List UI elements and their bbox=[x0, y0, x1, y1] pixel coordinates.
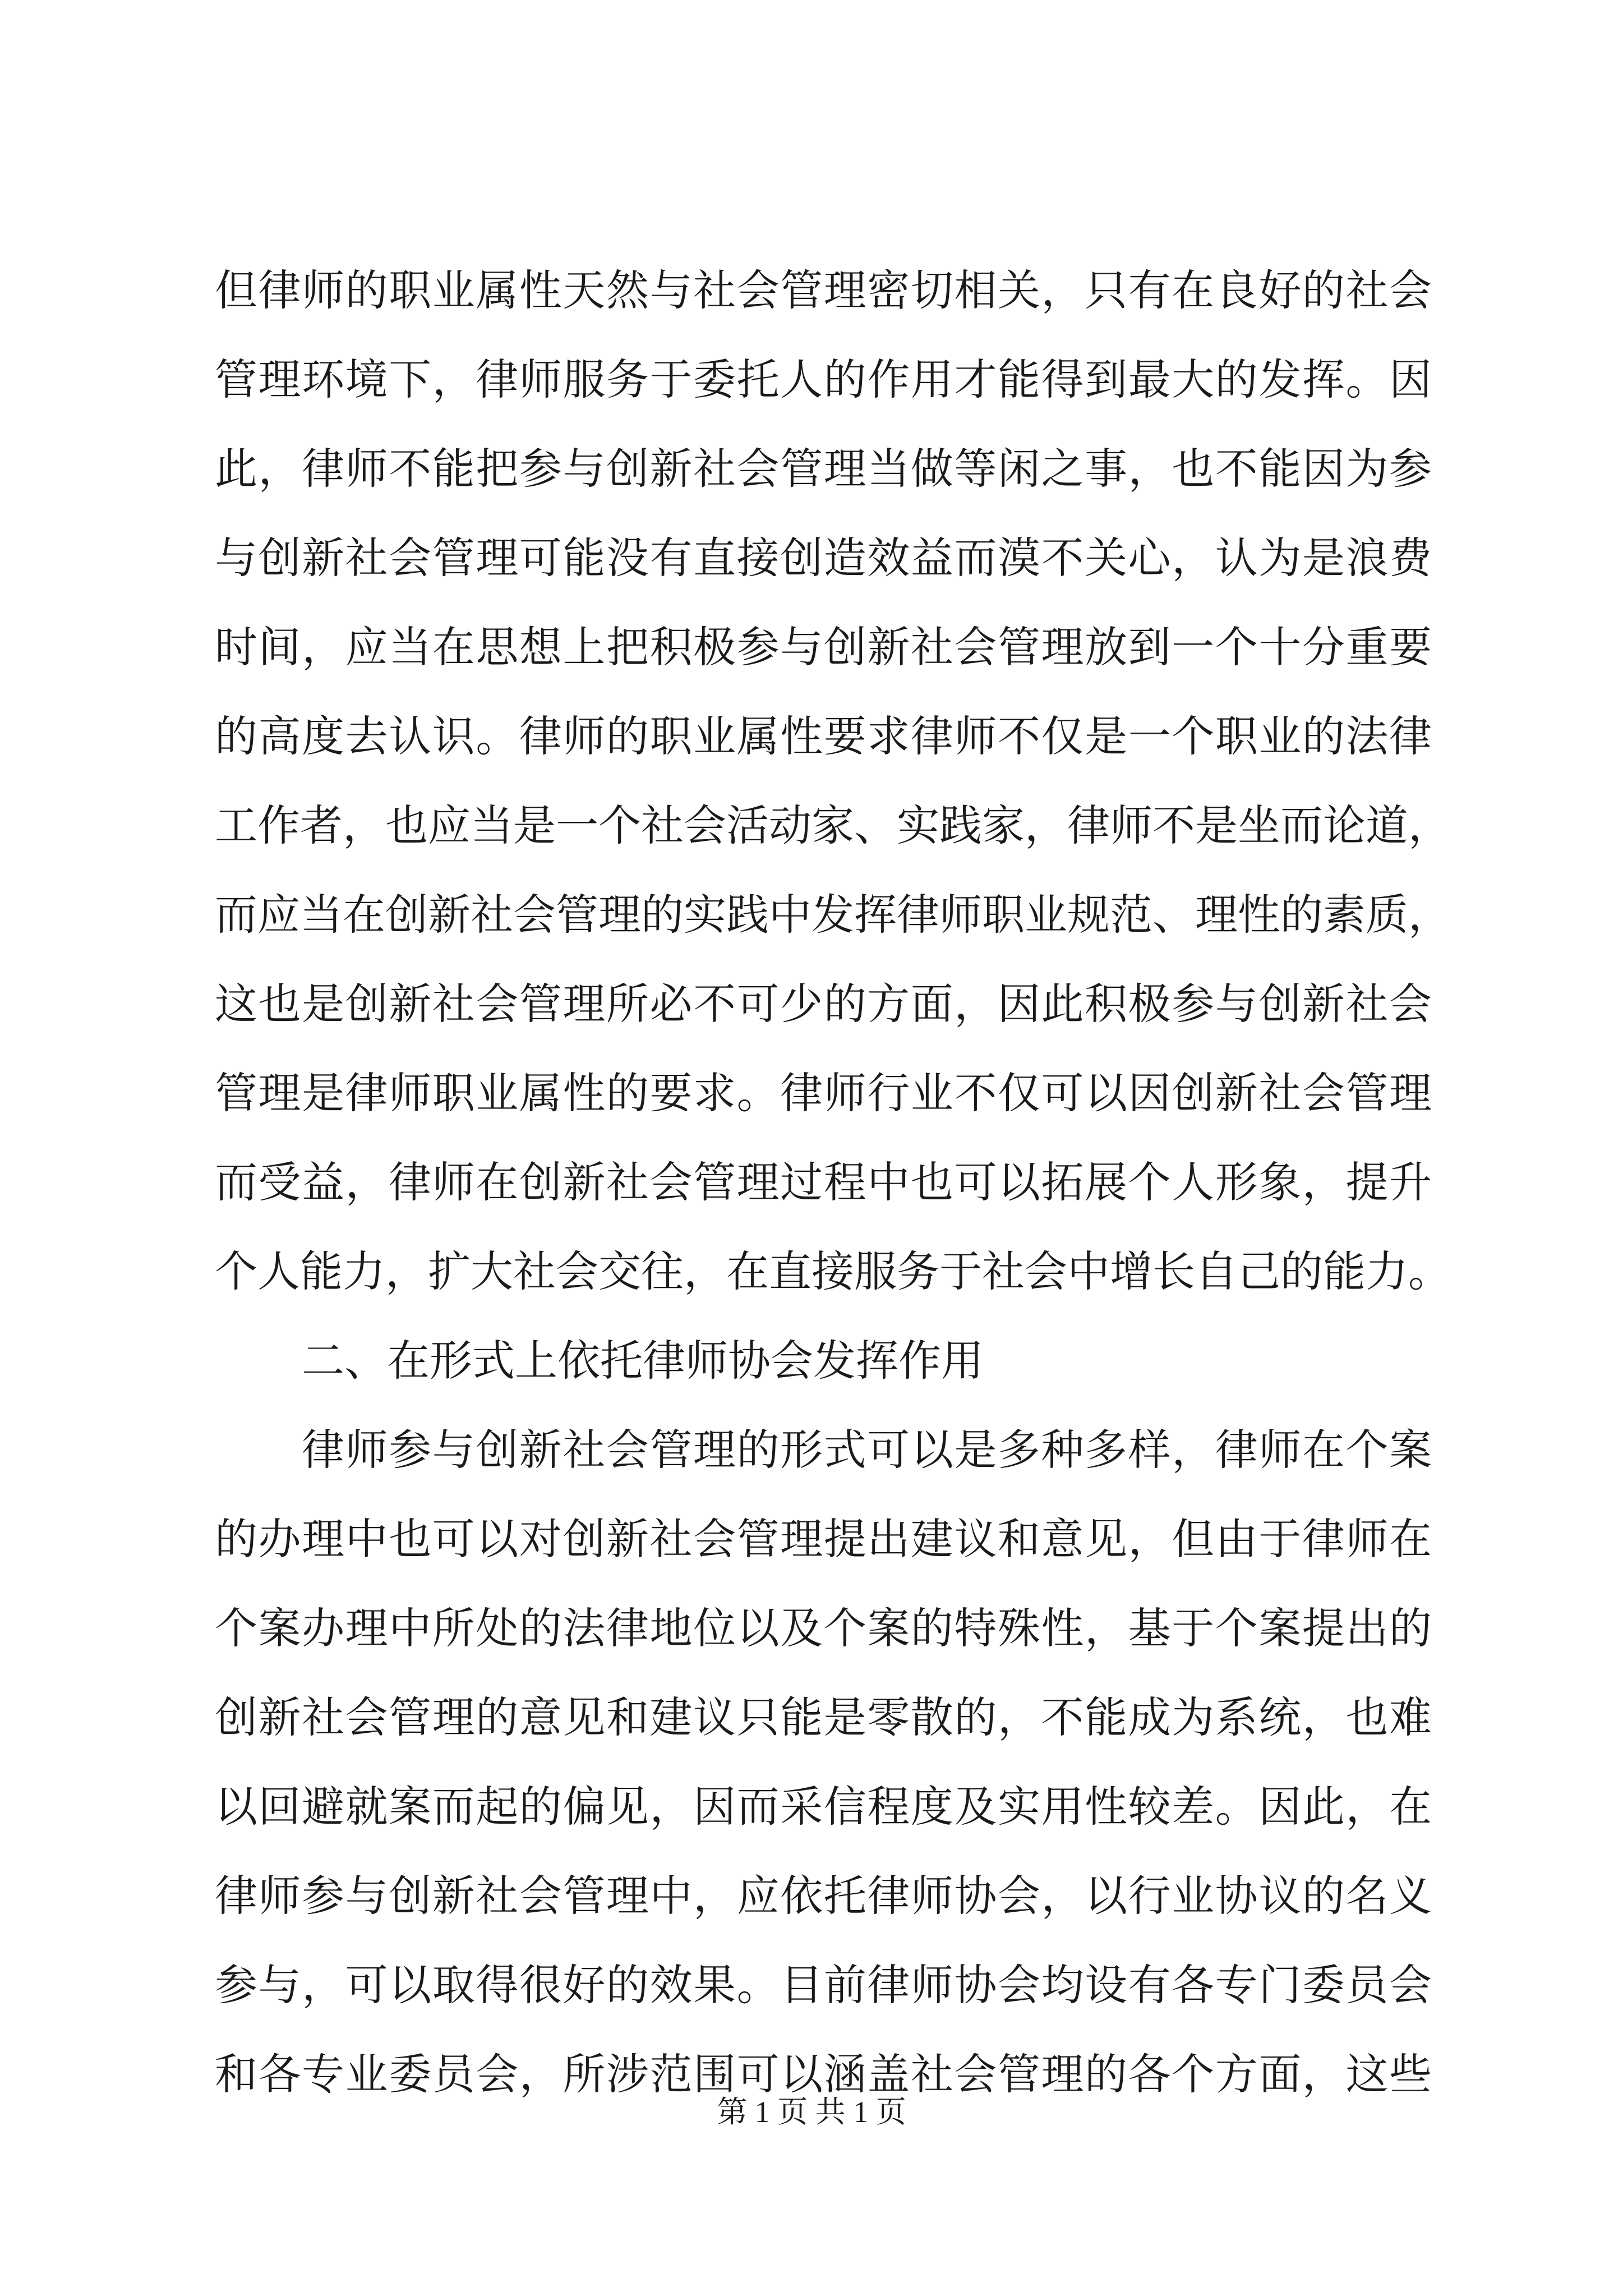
page-number-label: 第 1 页 共 1 页 bbox=[717, 2095, 906, 2129]
body-line: 以回避就案而起的偏见，因而采信程度及实用性较差。因此，在 bbox=[215, 1782, 1432, 1832]
body-line: 此，律师不能把参与创新社会管理当做等闲之事，也不能因为参 bbox=[215, 444, 1432, 494]
body-line: 律师参与创新社会管理的形式可以是多种多样，律师在个案 bbox=[302, 1425, 1432, 1475]
document-body bbox=[215, 246, 1451, 2119]
body-line: 和各专业委员会，所涉范围可以涵盖社会管理的各个方面，这些 bbox=[215, 2049, 1432, 2099]
body-line: 创新社会管理的意见和建议只能是零散的，不能成为系统，也难 bbox=[215, 1692, 1432, 1742]
body-line: 的办理中也可以对创新社会管理提出建议和意见，但由于律师在 bbox=[215, 1514, 1432, 1564]
body-line: 参与，可以取得很好的效果。目前律师协会均设有各专门委员会 bbox=[215, 1960, 1432, 2010]
body-line: 律师参与创新社会管理中，应依托律师协会，以行业协议的名义 bbox=[215, 1871, 1432, 1921]
body-line: 管理是律师职业属性的要求。律师行业不仅可以因创新社会管理 bbox=[215, 1068, 1432, 1118]
body-line: 工作者，也应当是一个社会活动家、实践家，律师不是坐而论道， bbox=[215, 800, 1451, 850]
body-line: 与创新社会管理可能没有直接创造效益而漠不关心，认为是浪费 bbox=[215, 533, 1432, 583]
page-footer bbox=[0, 2090, 1623, 2134]
body-line: 的高度去认识。律师的职业属性要求律师不仅是一个职业的法律 bbox=[215, 711, 1432, 761]
body-line: 而受益，律师在创新社会管理过程中也可以拓展个人形象，提升 bbox=[215, 1157, 1432, 1207]
body-line: 而应当在创新社会管理的实践中发挥律师职业规范、理性的素质， bbox=[215, 890, 1451, 940]
body-line: 但律师的职业属性天然与社会管理密切相关，只有在良好的社会 bbox=[215, 265, 1432, 315]
section-heading: 二、在形式上依托律师协会发挥作用 bbox=[302, 1336, 984, 1386]
body-line: 这也是创新社会管理所必不可少的方面，因此积极参与创新社会 bbox=[215, 979, 1432, 1029]
body-line: 个案办理中所处的法律地位以及个案的特殊性，基于个案提出的 bbox=[215, 1603, 1432, 1653]
body-line: 管理环境下，律师服务于委托人的作用才能得到最大的发挥。因 bbox=[215, 355, 1432, 404]
body-line: 个人能力，扩大社会交往，在直接服务于社会中增长自己的能力。 bbox=[215, 1246, 1451, 1296]
body-line: 时间，应当在思想上把积极参与创新社会管理放到一个十分重要 bbox=[215, 622, 1432, 672]
